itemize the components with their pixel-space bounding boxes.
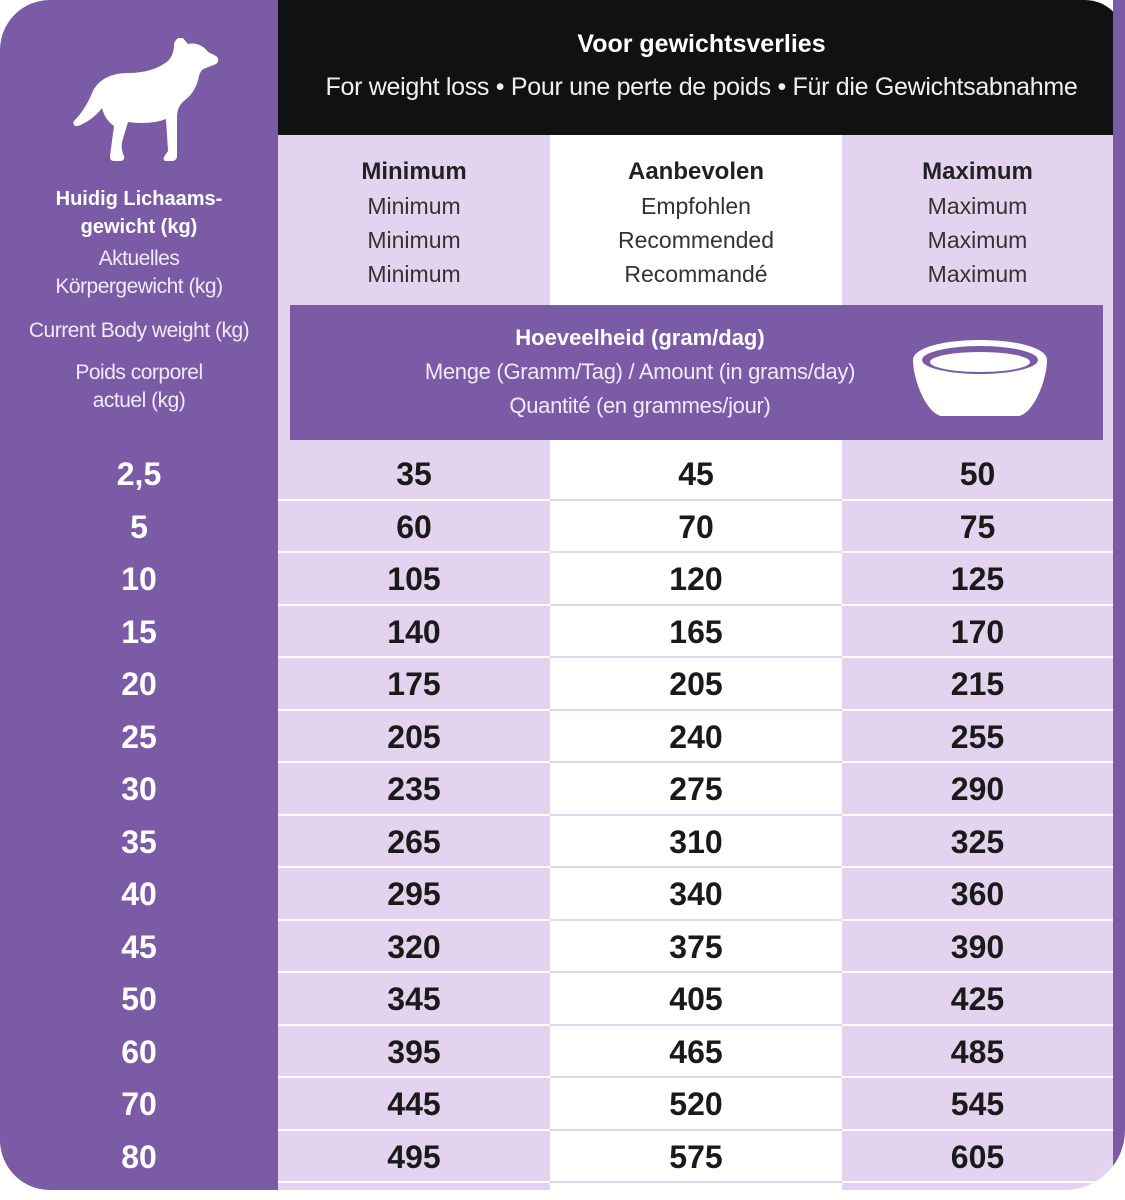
feeding-rows	[278, 448, 1113, 1183]
table-row	[278, 921, 1113, 974]
weight-value: 15	[121, 613, 157, 650]
maximum-amount: 170	[950, 613, 1005, 650]
maximum-amount: 255	[950, 718, 1005, 755]
dog-icon	[60, 38, 220, 168]
row-divider	[550, 1181, 842, 1183]
recommended-amount: 575	[669, 1138, 723, 1175]
title-bar	[278, 0, 1125, 135]
weight-value: 35	[121, 823, 157, 860]
recommended-amount: 165	[669, 613, 723, 650]
column-header-line: Empfohlen	[641, 193, 751, 219]
column-header-line: Maximum	[927, 261, 1028, 287]
minimum-amount: 60	[396, 508, 432, 545]
table-row	[278, 868, 1113, 921]
weight-value: 2,5	[116, 456, 162, 492]
minimum-amount: 345	[387, 981, 441, 1017]
recommended-amount: 240	[669, 718, 723, 755]
recommended-amount: 375	[669, 928, 723, 965]
column-header-recommended	[550, 155, 842, 291]
recommended-amount: 205	[669, 666, 723, 702]
maximum-amount: 390	[950, 928, 1005, 965]
minimum-amount: 235	[387, 771, 441, 807]
column-header-line: Recommandé	[624, 261, 768, 287]
table-row	[278, 973, 1113, 1026]
minimum-amount: 295	[387, 876, 441, 912]
recommended-amount: 520	[669, 1086, 723, 1122]
table-row	[278, 501, 1113, 554]
maximum-amount: 290	[950, 771, 1005, 807]
weight-header-fr-1: Poids corporel	[75, 361, 203, 384]
maximum-amount: 50	[959, 456, 996, 492]
weight-value: 50	[121, 981, 157, 1017]
minimum-amount: 205	[387, 718, 441, 755]
column-header-bold: Minimum	[361, 158, 467, 185]
subtitle: For weight loss • Pour une perte de poids • Für die Gewichtsabnahme	[325, 73, 1078, 101]
table-row	[278, 1078, 1113, 1131]
table-row	[278, 816, 1113, 869]
column-header-maximum	[842, 155, 1113, 291]
table-row	[278, 658, 1113, 711]
weight-header-de-1: Aktuelles	[98, 247, 180, 270]
weight-value: 5	[130, 508, 148, 545]
food-bowl-icon	[905, 330, 1055, 420]
maximum-amount: 605	[950, 1138, 1005, 1175]
recommended-amount: 340	[669, 876, 723, 912]
maximum-amount: 545	[950, 1086, 1005, 1122]
maximum-amount: 325	[950, 823, 1005, 860]
maximum-amount: 425	[950, 981, 1005, 1017]
table-row	[278, 553, 1113, 606]
table-row	[278, 1131, 1113, 1184]
minimum-amount: 265	[387, 823, 441, 860]
weight-header-fr-2: actuel (kg)	[92, 389, 186, 412]
minimum-amount: 105	[387, 561, 441, 597]
column-header-minimum	[278, 155, 550, 291]
weight-value: 30	[121, 771, 157, 807]
minimum-amount: 495	[387, 1138, 441, 1175]
recommended-amount: 310	[669, 823, 723, 860]
weight-values	[0, 448, 278, 1183]
minimum-amount: 320	[387, 928, 441, 965]
column-header-line: Minimum	[367, 227, 461, 253]
weight-value: 45	[121, 928, 157, 965]
recommended-amount: 465	[669, 1033, 723, 1070]
amount-title: Hoeveelheid (gram/dag)	[515, 325, 765, 350]
minimum-amount: 140	[387, 613, 441, 650]
table-row	[278, 1026, 1113, 1079]
amount-line-1: Menge (Gramm/Tag) / Amount (in grams/day)	[424, 359, 856, 384]
weight-column-header	[0, 185, 278, 415]
minimum-amount: 395	[387, 1033, 441, 1070]
minimum-amount: 175	[387, 666, 441, 702]
right-border	[1113, 0, 1125, 1190]
maximum-amount: 75	[959, 508, 996, 545]
table-row	[278, 763, 1113, 816]
maximum-amount: 215	[950, 666, 1005, 702]
table-row	[278, 606, 1113, 659]
table-row	[278, 711, 1113, 764]
weight-value: 25	[121, 718, 157, 755]
minimum-amount: 445	[387, 1086, 441, 1122]
weight-header-bold-2: gewicht (kg)	[80, 216, 198, 238]
weight-value: 10	[121, 561, 157, 597]
column-header-line: Minimum	[367, 261, 461, 287]
maximum-amount: 360	[950, 876, 1005, 912]
weight-value: 40	[121, 876, 157, 912]
recommended-amount: 70	[678, 508, 714, 545]
column-header-bold: Maximum	[922, 158, 1033, 185]
weight-header-en: Current Body weight (kg)	[28, 319, 250, 342]
amount-line-2: Quantité (en grammes/jour)	[509, 393, 771, 418]
recommended-amount: 275	[669, 771, 723, 807]
column-header-line: Minimum	[367, 193, 461, 219]
maximum-amount: 125	[950, 561, 1005, 597]
weight-value: 70	[121, 1086, 157, 1122]
table-row	[278, 448, 1113, 501]
recommended-amount: 45	[678, 456, 714, 492]
weight-column	[0, 0, 278, 1190]
column-header-line: Maximum	[927, 193, 1028, 219]
weight-value: 60	[121, 1033, 157, 1070]
column-header-line: Recommended	[618, 227, 774, 253]
column-header-bold: Aanbevolen	[627, 158, 765, 185]
weight-header-de-2: Körpergewicht (kg)	[55, 275, 223, 298]
amount-banner	[290, 305, 1103, 440]
weight-value: 20	[121, 666, 157, 702]
recommended-amount: 120	[669, 561, 723, 597]
maximum-amount: 485	[950, 1033, 1005, 1070]
column-header-line: Maximum	[927, 227, 1028, 253]
weight-value: 80	[121, 1138, 157, 1175]
title: Voor gewichtsverlies	[577, 30, 826, 58]
minimum-amount: 35	[396, 456, 432, 492]
weight-header-bold-1: Huidig Lichaams-	[55, 188, 223, 210]
recommended-amount: 405	[669, 981, 723, 1017]
